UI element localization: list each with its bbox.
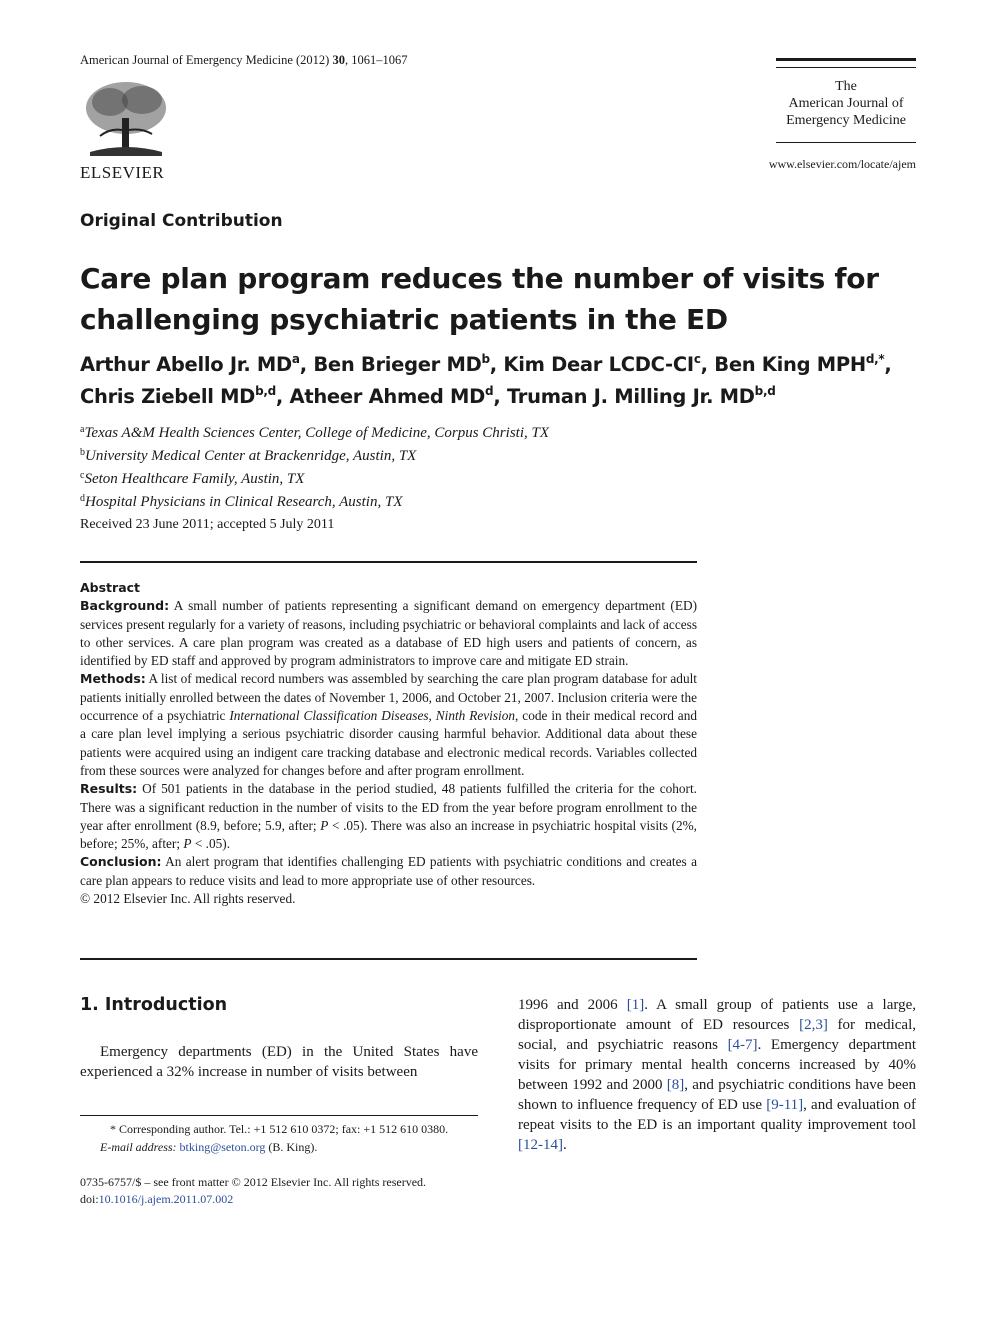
abstract-background: [80, 597, 697, 670]
doi-line: [80, 1191, 500, 1208]
author: [313, 353, 503, 376]
affiliation-text: Seton Healthcare Family, Austin, TX: [84, 471, 305, 487]
header-rule-thin: [776, 67, 916, 68]
abstract-text: , code in their medical record and a care plan level implying a serious psychiatric disorder causing harmful behavior. Additional data about these patients were acquired using an indigent care tracking database and electronic medical records. Variables collected from these sources were analyzed for changes before and after program enrollment.: [80, 708, 697, 778]
author: [80, 353, 313, 376]
affiliation-text: Hospital Physicians in Clinical Research, Austin, TX: [85, 494, 403, 510]
footnote-contact: * Corresponding author. Tel.: +1 512 610 0372; fax: +1 512 610 0380.: [110, 1122, 449, 1136]
email-suffix: (B. King).: [265, 1140, 318, 1154]
journal-name-line: American Journal of: [788, 96, 904, 111]
abstract-block: [80, 579, 697, 908]
author-affiliation-marker[interactable]: d: [485, 384, 494, 398]
author-separator: ,: [299, 353, 314, 376]
abstract-label: Results:: [80, 781, 138, 797]
citation-link[interactable]: [4-7]: [727, 1037, 758, 1053]
affiliation: [80, 466, 549, 489]
author: [714, 353, 891, 376]
author-separator: ,: [489, 353, 504, 376]
body-text: 1996 and 2006: [518, 997, 627, 1013]
abstract-label: Conclusion:: [80, 854, 162, 870]
abstract-copyright: © 2012 Elsevier Inc. All rights reserved.: [80, 891, 296, 907]
header-rule-bottom: [776, 142, 916, 143]
author: [503, 353, 714, 376]
author: [290, 385, 507, 408]
author-list: [80, 346, 910, 410]
author-affiliation-marker[interactable]: d,*: [865, 352, 885, 366]
body-text: . Emergency department visits for primary mental health concerns increased by 40% between 1992 and 2000: [518, 1037, 916, 1093]
author-separator: ,: [884, 353, 892, 376]
abstract-heading: Abstract: [80, 580, 141, 595]
abstract-text: A list of medical record numbers was assembled by searching the care plan program database for adult patients initially enrolled between the dates of November 1, 2006, and October 21, 2007. Inclusion criteria were the occurrence of a psychiatric: [80, 671, 697, 724]
front-matter: [80, 1174, 500, 1208]
affiliation-marker: a: [80, 424, 85, 435]
author-separator: ,: [275, 385, 290, 408]
author-affiliation-marker[interactable]: b,d: [255, 384, 276, 398]
author-affiliation-marker[interactable]: b,d: [754, 384, 776, 398]
footnote-rule: [80, 1115, 478, 1116]
author-affiliation-marker[interactable]: a: [291, 352, 300, 366]
author-name: Atheer Ahmed MD: [289, 385, 486, 408]
abstract-conclusion: [80, 853, 697, 890]
doi-link[interactable]: 10.1016/j.ajem.2011.07.002: [98, 1192, 234, 1206]
footnote-email-line: [80, 1138, 478, 1156]
abstract-text: A small number of patients representing a significant demand on emergency department (ED) services present regularly for a variety of reasons, including psychiatric or behavioral complaints and lack of access to other services. A care plan program was created as a database of ED high users and patients of concern, as identified by ED staff and approved by program administrators to improve care and mitigate ED strain.: [80, 598, 697, 669]
abstract-text: An alert program that identifies challenging ED patients with psychiatric conditions and creates a care plan appears to reduce visits and lead to more appropriate use of other resources.: [80, 854, 697, 888]
abstract-results: [80, 780, 697, 853]
abstract-text: Of 501 patients in the database in the period studied, 48 patients fulfilled the criteria for the cohort. There was a significant reduction in the number of visits to the ED from the year before program enrollment to the year after enrollment (8.9, before; 5.9, after;: [80, 781, 697, 833]
affiliation-marker: b: [80, 447, 85, 458]
citation-link[interactable]: [9-11]: [766, 1097, 804, 1113]
intro-paragraph-right: [518, 995, 916, 1155]
body-text: , and psychiatric conditions have been shown to influence frequency of ED use: [518, 1077, 916, 1113]
email-label: E-mail address:: [100, 1140, 177, 1154]
author-name: Ben Brieger MD: [313, 353, 482, 376]
abstract-text: < .05).: [191, 836, 231, 852]
affiliation: [80, 443, 549, 466]
journal-name-block: [776, 78, 916, 129]
corresponding-author-footnote: [80, 1120, 478, 1156]
body-text: , and evaluation of repeat visits to the ED is an important quality improvement tool: [518, 1097, 916, 1133]
affiliation-list: [80, 420, 549, 512]
doi-label: doi:: [80, 1192, 99, 1206]
header-rule: [776, 58, 916, 61]
section-heading-introduction: 1. Introduction: [80, 995, 228, 1015]
journal-citation: [80, 53, 407, 68]
affiliation: [80, 420, 549, 443]
affiliation-marker: d: [80, 493, 85, 504]
body-text: .: [563, 1137, 567, 1153]
author-separator: ,: [700, 353, 715, 376]
p-value-symbol: P: [320, 817, 329, 833]
author: [80, 385, 290, 408]
article-title: Care plan program reduces the number of visits for challenging psychiatric patients in the ED: [80, 262, 879, 336]
citation-link[interactable]: [2,3]: [799, 1017, 828, 1033]
publisher-name: ELSEVIER: [80, 163, 165, 182]
author-name: Truman J. Milling Jr. MD: [506, 385, 755, 408]
abstract-label: Background:: [80, 598, 170, 614]
abstract-italic-text: International Classification Diseases, Ninth Revision: [229, 708, 516, 724]
abstract-methods: [80, 670, 697, 780]
citation-pages: , 1061–1067: [344, 53, 408, 67]
citation-link[interactable]: [1]: [626, 997, 645, 1013]
abstract-rule-bottom: [80, 958, 697, 960]
article-type: Original Contribution: [80, 211, 283, 231]
author: [507, 385, 776, 408]
issn-line: 0735-6757/$ – see front matter © 2012 Elsevier Inc. All rights reserved.: [80, 1175, 427, 1189]
p-value-symbol: P: [183, 836, 192, 852]
citation-text: American Journal of Emergency Medicine (2012): [80, 53, 333, 67]
citation-link[interactable]: [8]: [666, 1077, 685, 1093]
affiliation-text: University Medical Center at Brackenridge, Austin, TX: [85, 448, 417, 464]
affiliation: [80, 489, 549, 512]
journal-name-line: The: [835, 79, 857, 94]
citation-volume: 30: [332, 53, 345, 67]
body-text: for medical, social, and psychiatric reasons: [518, 1017, 916, 1053]
author-name: Chris Ziebell MD: [80, 385, 256, 408]
intro-paragraph-left: Emergency departments (ED) in the United States have experienced a 32% increase in number of visits between: [80, 1044, 478, 1080]
journal-name-line: Emergency Medicine: [786, 113, 906, 128]
journal-url[interactable]: www.elsevier.com/locate/ajem: [768, 157, 916, 171]
received-dates: Received 23 June 2011; accepted 5 July 2011: [80, 517, 335, 532]
abstract-rule-top: [80, 561, 697, 563]
email-link[interactable]: btking@seton.org: [179, 1140, 266, 1154]
author-separator: ,: [493, 385, 507, 408]
author-name: Arthur Abello Jr. MD: [80, 353, 292, 376]
author-name: Kim Dear LCDC-CI: [503, 353, 694, 376]
author-name: Ben King MPH: [714, 353, 866, 376]
abstract-text: < .05). There was also an increase in psychiatric hospital visits (2%, before; 25%, after;: [80, 817, 697, 852]
affiliation-marker: c: [80, 470, 85, 481]
citation-link[interactable]: [12-14]: [518, 1137, 563, 1153]
author-affiliation-marker[interactable]: b: [481, 352, 490, 366]
abstract-label: Methods:: [80, 671, 146, 687]
elsevier-tree-logo: [80, 78, 172, 158]
affiliation-text: Texas A&M Health Sciences Center, College of Medicine, Corpus Christi, TX: [84, 425, 549, 441]
body-text: . A small group of patients use a large, disproportionate amount of ED resources: [518, 997, 916, 1033]
author-affiliation-marker[interactable]: c: [693, 352, 701, 366]
